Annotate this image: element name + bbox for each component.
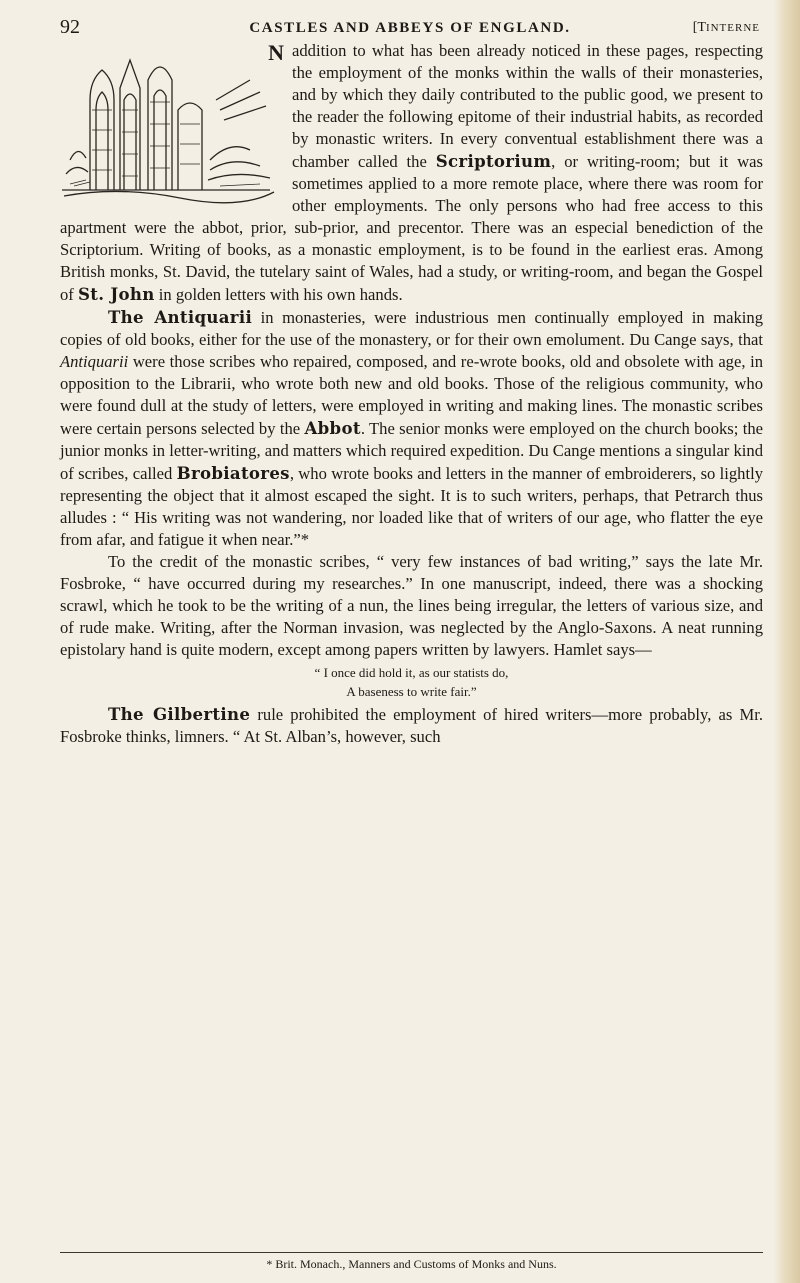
paragraph-antiquarii <box>60 306 763 551</box>
abbey-ruin-illustration <box>60 40 284 204</box>
term-st-john: St. John <box>77 284 155 304</box>
section-label <box>693 20 760 36</box>
page-number: 92 <box>60 16 80 38</box>
term-gilbertine: The Gilbertine <box>108 704 251 724</box>
section-label-open: [T <box>692 20 706 35</box>
hamlet-quote <box>60 663 763 701</box>
term-scriptorium: Scriptorium <box>435 151 552 171</box>
drop-cap-letter: N <box>268 40 284 65</box>
p2-text-1: in monasteries, were industrious men continually employed in making copies of old books, either for the use of the monastery, or for their own emolument. Du Cange says, that <box>60 308 763 349</box>
term-brobiatores: Brobiatores <box>176 463 290 483</box>
paragraph-credit: To the credit of the monastic scribes, “ very few instances of bad writing,” says the late Mr. Fosbroke, “ have occurred during my researches.” In one manuscript, indeed, there was a shocking scrawl, which he took to be the writing of a nun, the lines being irregular, the letters of various size, and of rude make. Writing, after the Norman invasion, was neglected by the Anglo-Saxons. A neat running epistolary hand is quite modern, except among papers written by lawyers. Hamlet says— <box>60 552 763 659</box>
p2-text-4: , who wrote books and letters in the manner of embroiderers, so lightly representing the object that it almost escaped the sight. It is to such writers, perhaps, that Petrarch thus alludes : “ His writing was not wandering, nor loaded like that of writers of our age, who flatter the eye from afar, and fatigue it when near.”* <box>60 464 763 549</box>
p2-text-2: were those scribes who repaired, composed, and re-wrote books, old and obsolete with age, in opposition to the Librarii, who wrote both new and old books. Those of the religious community, who were found dull at the study of letters, were employed in writing and making lines. The monastic scribes were certain persons selected by the <box>60 352 763 438</box>
p1-text-3: in golden letters with his own hands. <box>154 285 403 304</box>
decorated-initial <box>60 40 284 204</box>
quote-line-1: “ I once did hold it, as our statists do, <box>314 665 509 680</box>
footnote: * Brit. Monach., Manners and Customs of Monks and Nuns. <box>266 1257 557 1271</box>
term-abbot: Abbot <box>304 418 361 438</box>
paragraph-gilbertine <box>60 703 763 748</box>
p2-text-3: . The senior monks were employed on the church books; the junior monks in letter-writing, and matters which required expedition. Du Cange mentions a singular kind of scribes, called <box>60 419 763 483</box>
section-label-rest: INTERNE <box>705 22 760 34</box>
quote-line-2: A baseness to write fair.” <box>346 684 477 699</box>
p4-text-1: rule prohibited the employment of hired writers—more probably, as Mr. Fosbroke thinks, limners. “ At St. Alban’s, however, such <box>60 705 763 746</box>
term-antiquarii: The Antiquarii <box>108 307 253 327</box>
body-text <box>60 40 763 748</box>
p1-text-2: , or writing-room; but it was sometimes applied to a more remote place, where there was room for other employments. The only persons who had free access to this apartment were the abbot, prior, sub-prior, and precentor. There was an especial benediction of the Scriptorium. Writing of books, as a monastic employment, is to be found in the earliest eras. Among British monks, St. David, the tutelary saint of Wales, had a study, or writing-room, and began the Gospel of <box>60 152 764 304</box>
running-title: CASTLES AND ABBEYS OF ENGLAND. <box>249 20 571 36</box>
page-header <box>60 16 760 40</box>
p1-text-1: addition to what has been already noticed in these pages, respecting the employment of the monks within the walls of their monasteries, and by which they daily contributed to the public good, we present to the reader the following epitome of their industrial habits, as recorded by monastic writers. In every conventual establishment there was a chamber called the <box>292 41 763 171</box>
term-antiquarii-italic: Antiquarii <box>60 352 129 371</box>
footnote-rule <box>60 1252 763 1253</box>
page-edge <box>774 0 800 1283</box>
